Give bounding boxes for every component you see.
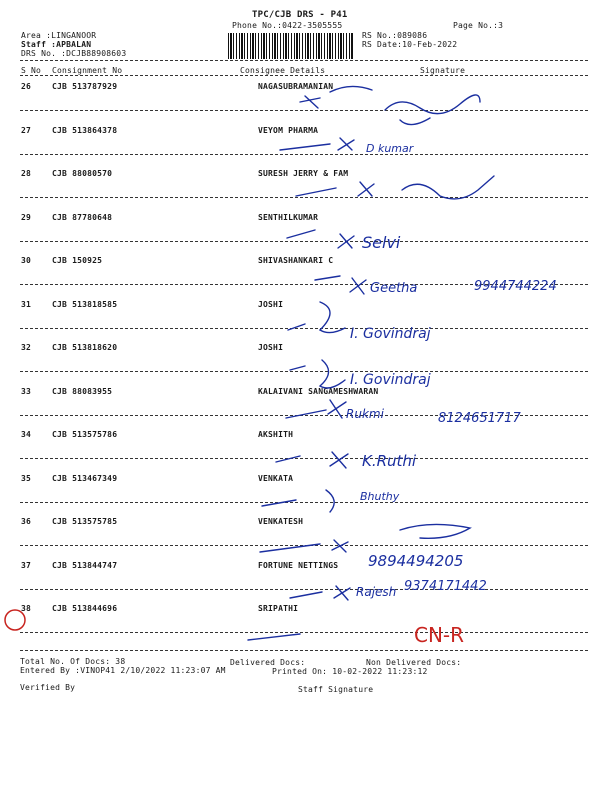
- row-divider: [20, 241, 588, 242]
- dash-34: [276, 456, 300, 462]
- dash-31: [288, 324, 305, 330]
- row-consignment: CJB 150925: [52, 256, 103, 265]
- hw-r38-note: CN-R: [414, 623, 465, 647]
- hw-r27: D kumar: [366, 142, 414, 155]
- row-consignee: VENKATA: [258, 474, 294, 483]
- row-divider: [20, 458, 588, 459]
- hw-r33-phone: 8124651717: [438, 411, 521, 426]
- hw-r29: Selvi: [362, 233, 401, 252]
- x-mark-34: [330, 452, 348, 468]
- hw-r31: I. Govindraj: [350, 326, 431, 342]
- row-consignment: CJB 513844696: [52, 604, 118, 613]
- document-title: TPC/CJB DRS - P41: [252, 10, 348, 20]
- dash-32: [290, 366, 305, 370]
- x-mark-28: [358, 182, 374, 196]
- row-divider: [20, 415, 588, 416]
- row-sno: 37: [21, 561, 32, 570]
- printed-on: Printed On: 10-02-2022 11:23:12: [272, 667, 428, 676]
- row-consignment: CJB 513818585: [52, 300, 118, 309]
- hw-r36-phone: 9894494205: [368, 552, 464, 570]
- hw-r37-phone: 9374171442: [404, 579, 487, 594]
- row-sno: 28: [21, 169, 32, 178]
- column-header-consignment: Consignment No: [52, 66, 123, 75]
- dash-37: [290, 592, 322, 598]
- row-sno: 33: [21, 387, 32, 396]
- staff-signature: Staff Signature: [298, 685, 374, 694]
- row-divider: [20, 197, 588, 198]
- row-consignee: NAGASUBRAMANIAN: [258, 82, 334, 91]
- row-consignee: SENTHILKUMAR: [258, 213, 319, 222]
- row-consignment: CJB 87780648: [52, 213, 113, 222]
- delivered-docs: Delivered Docs:: [230, 658, 306, 667]
- row-sno: 27: [21, 126, 32, 135]
- dash-28: [296, 188, 336, 196]
- row-sno: 34: [21, 430, 32, 439]
- row-consignment: CJB 513467349: [52, 474, 118, 483]
- hw-r33-name: Rukmi: [346, 407, 384, 421]
- hw-r37-name: Rajesh: [356, 585, 397, 599]
- row-sno: 29: [21, 213, 32, 222]
- column-header-consignee: Consignee Details: [240, 66, 326, 75]
- footer-divider: [20, 650, 588, 651]
- row-sno: 35: [21, 474, 32, 483]
- phone-number: Phone No.:0422-3505555: [232, 21, 343, 30]
- dash-33: [286, 410, 326, 418]
- scribble-26c: [400, 118, 430, 125]
- signature-28: [402, 176, 494, 199]
- rs-date: RS Date:10-Feb-2022: [362, 40, 458, 49]
- row-sno: 32: [21, 343, 32, 352]
- row-consignment: CJB 88083955: [52, 387, 113, 396]
- area-label: Area :LINGANOOR: [21, 31, 97, 40]
- row-divider: [20, 589, 588, 590]
- x-mark-36: [332, 540, 348, 552]
- hw-r30-name: Geetha: [370, 281, 418, 296]
- barcode: [228, 33, 354, 59]
- row-consignee: SURESH JERRY & FAM: [258, 169, 349, 178]
- row-sno: 30: [21, 256, 32, 265]
- row-divider: [20, 284, 588, 285]
- hw-r32: I. Govindraj: [350, 372, 431, 388]
- row-consignee: FORTUNE NETTINGS: [258, 561, 339, 570]
- scribble-26a: [330, 86, 372, 92]
- column-header-sno: S No: [21, 66, 42, 75]
- rs-number: RS No.:089086: [362, 31, 428, 40]
- row-consignment: CJB 513787929: [52, 82, 118, 91]
- row-consignment: CJB 513864378: [52, 126, 118, 135]
- x-mark-27: [338, 138, 354, 150]
- bracket-35: [326, 490, 334, 512]
- row-consignment: CJB 513575785: [52, 517, 118, 526]
- tick-mark-26: [300, 96, 320, 108]
- dash-30: [315, 276, 340, 280]
- row-divider: [20, 502, 588, 503]
- column-header-signature: Signature: [420, 66, 466, 75]
- dash-29: [287, 230, 315, 238]
- row-consignment: CJB 513818620: [52, 343, 118, 352]
- row-consignment: CJB 88080570: [52, 169, 113, 178]
- row-consignee: JOSHI: [258, 343, 284, 352]
- row-consignee: KALAIVANI SANGAMESHWARAN: [258, 387, 379, 396]
- row-consignee: SHIVASHANKARI C: [258, 256, 334, 265]
- verified-by: Verified By: [20, 683, 76, 692]
- hw-r35: Bhuthy: [360, 490, 400, 503]
- row-divider: [20, 328, 588, 329]
- page-number: Page No.:3: [453, 21, 504, 30]
- row-divider: [20, 110, 588, 111]
- dash-27: [280, 144, 330, 150]
- row-sno: 31: [21, 300, 32, 309]
- bracket-32: [320, 360, 345, 388]
- row-divider: [20, 545, 588, 546]
- row-consignee: AKSHITH: [258, 430, 294, 439]
- x-mark-30: [350, 278, 366, 294]
- scribble-36: [400, 524, 470, 538]
- row-divider: [20, 371, 588, 372]
- hw-r34: K.Ruthi: [362, 452, 417, 470]
- staff-label: Staff :APBALAN: [21, 40, 92, 49]
- dash-38: [248, 634, 300, 640]
- row-sno: 26: [21, 82, 32, 91]
- hw-r30-phone: 9944744224: [474, 279, 557, 294]
- entered-by: Entered By :VINOP41 2/10/2022 11:23:07 AM: [20, 666, 226, 675]
- row-sno: 38: [21, 604, 32, 613]
- row-consignee: VENKATESH: [258, 517, 304, 526]
- row-consignment: CJB 513844747: [52, 561, 118, 570]
- column-header-divider: [20, 75, 588, 76]
- row-divider: [20, 632, 588, 633]
- row-divider: [20, 154, 588, 155]
- row-consignee: SRIPATHI: [258, 604, 299, 613]
- row-sno: 36: [21, 517, 32, 526]
- dash-35: [262, 500, 296, 506]
- row-consignee: VEYOM PHARMA: [258, 126, 319, 135]
- header-divider: [20, 60, 588, 61]
- red-circle-38: [5, 610, 25, 630]
- row-consignee: JOSHI: [258, 300, 284, 309]
- non-delivered-docs: Non Delivered Docs:: [366, 658, 462, 667]
- row-consignment: CJB 513575786: [52, 430, 118, 439]
- drs-number: DRS No. :DCJB88908603: [21, 49, 127, 58]
- total-docs: Total No. Of Docs: 38: [20, 657, 126, 666]
